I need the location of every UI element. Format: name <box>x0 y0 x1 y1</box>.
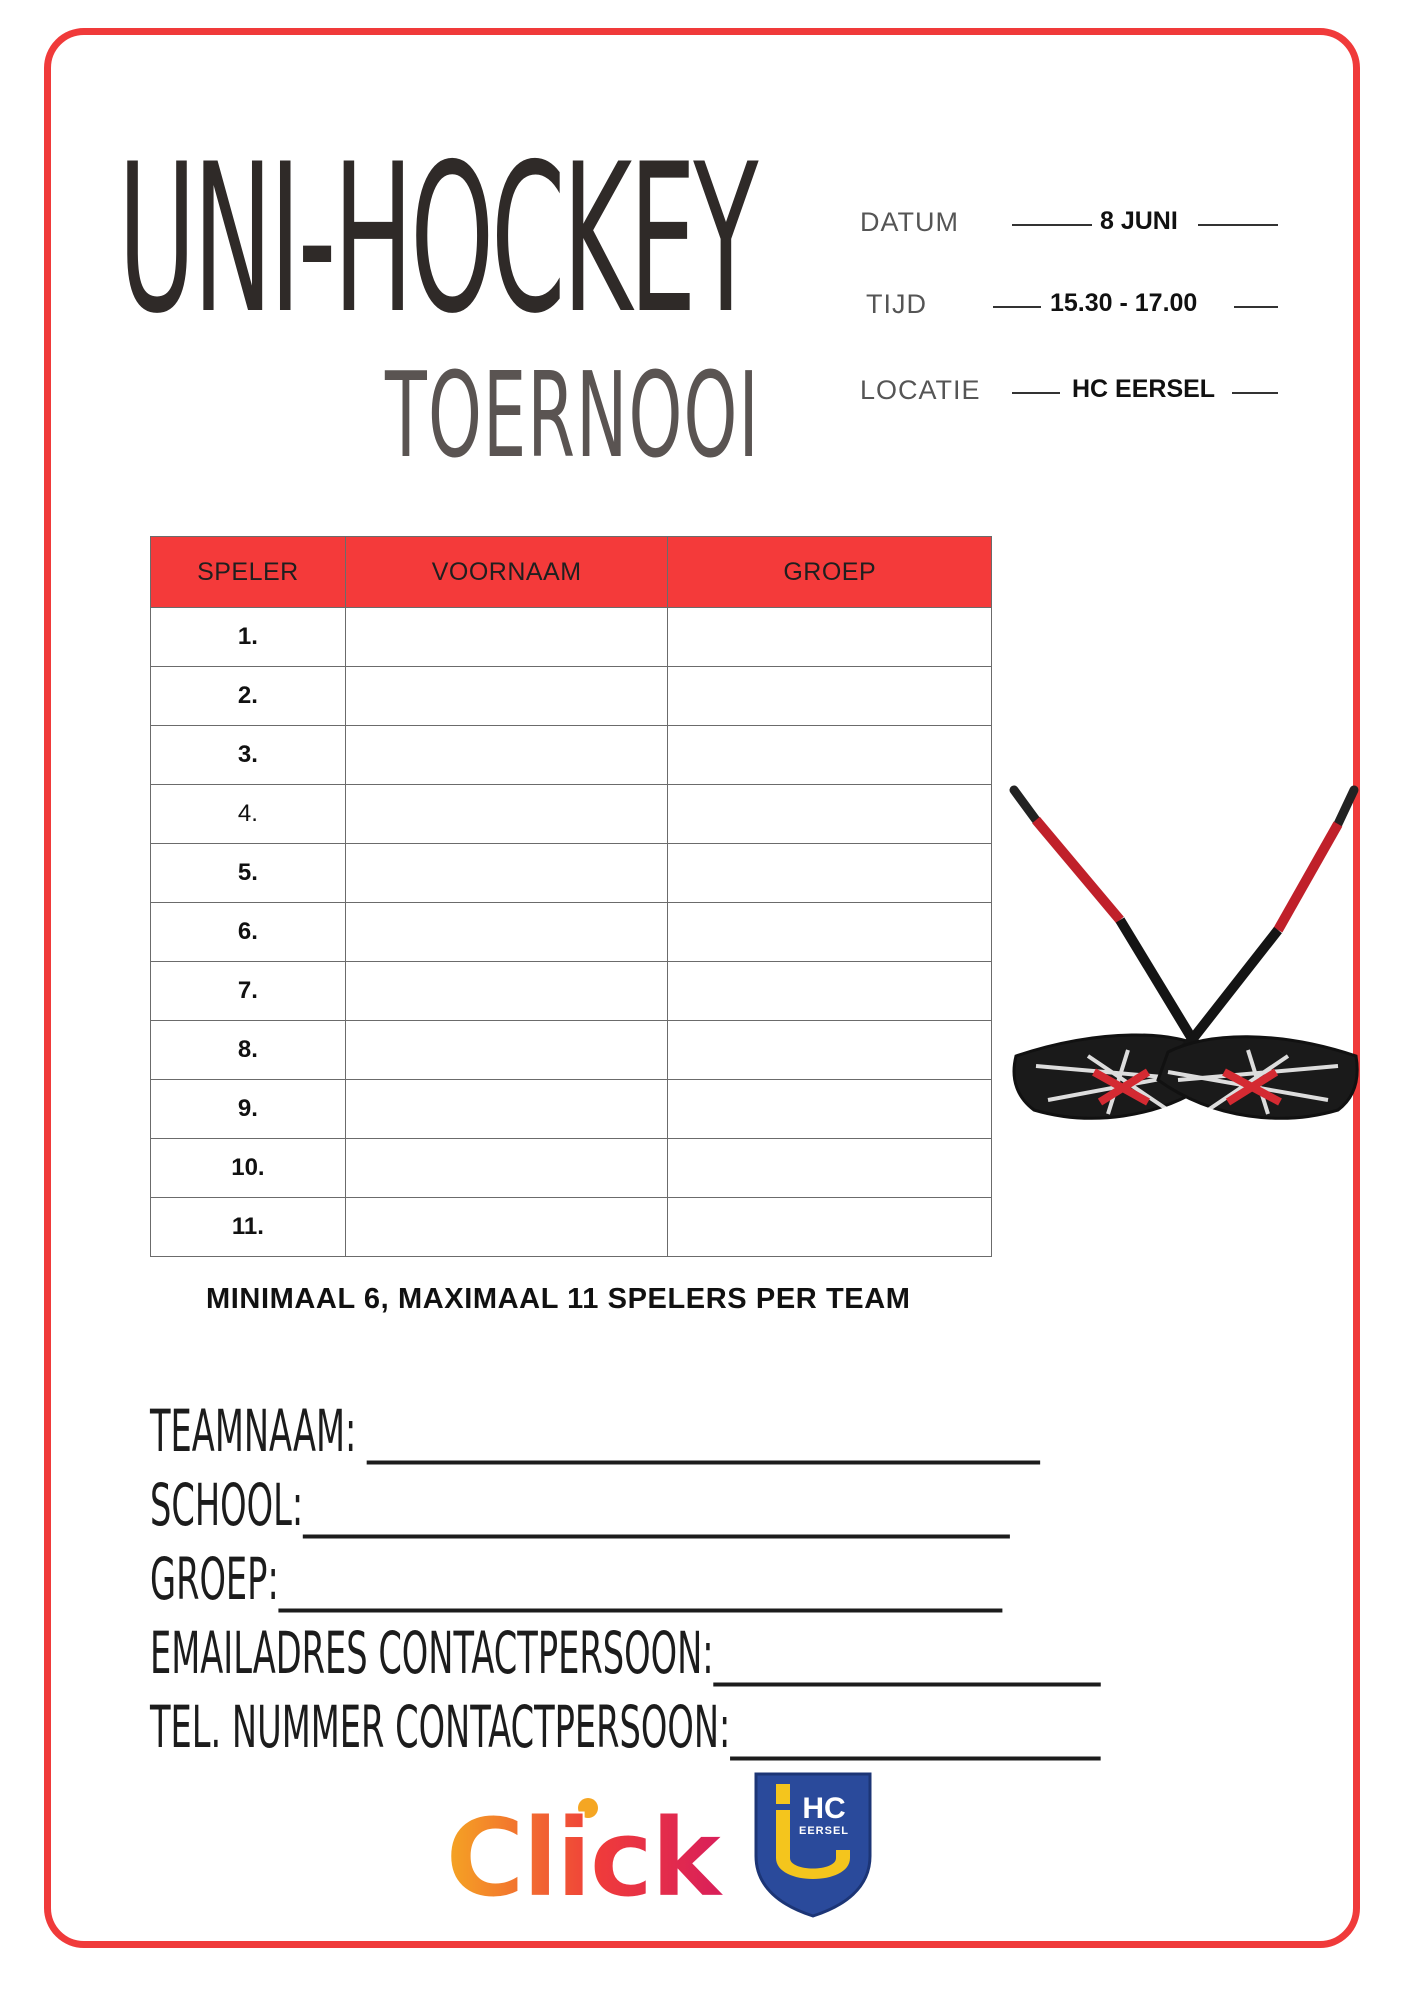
info-label: LOCATIE <box>860 375 981 405</box>
click-logo-text: Click <box>444 1794 720 1912</box>
firstname-cell[interactable] <box>345 785 668 844</box>
row-number: 5. <box>151 844 346 903</box>
group-cell[interactable] <box>668 726 992 785</box>
row-number: 2. <box>151 667 346 726</box>
form-field-school[interactable]: SCHOOL:__________________________________________ <box>150 1471 1010 1539</box>
firstname-cell[interactable] <box>345 1080 668 1139</box>
info-value: 15.30 - 17.00 <box>1050 289 1198 317</box>
col-header-firstname: VOORNAAM <box>345 537 668 608</box>
firstname-cell[interactable] <box>345 903 668 962</box>
group-cell[interactable] <box>668 903 992 962</box>
table-row <box>151 1139 992 1198</box>
table-header-row <box>151 537 992 608</box>
firstname-cell[interactable] <box>345 1021 668 1080</box>
team-size-note: MINIMAAL 6, MAXIMAAL 11 SPELERS PER TEAM <box>206 1283 911 1315</box>
row-number: 11. <box>151 1198 346 1257</box>
form-field-phone[interactable]: TEL. NUMMER CONTACTPERSOON:______________________ <box>150 1693 1101 1761</box>
row-number: 9. <box>151 1080 346 1139</box>
group-cell[interactable] <box>668 1198 992 1257</box>
form-field-group[interactable]: GROEP:___________________________________________ <box>150 1545 1003 1613</box>
table-row <box>151 903 992 962</box>
info-label: DATUM <box>860 207 959 237</box>
group-cell[interactable] <box>668 1080 992 1139</box>
click-logo <box>432 1792 732 1912</box>
firstname-cell[interactable] <box>345 1139 668 1198</box>
table-row <box>151 785 992 844</box>
hc-logo-subtext: EERSEL <box>798 1825 850 1837</box>
table-row <box>151 1198 992 1257</box>
row-number: 3. <box>151 726 346 785</box>
group-cell[interactable] <box>668 1021 992 1080</box>
group-cell[interactable] <box>668 667 992 726</box>
info-line <box>1012 224 1092 226</box>
info-line <box>1198 224 1278 226</box>
firstname-cell[interactable] <box>345 962 668 1021</box>
group-cell[interactable] <box>668 785 992 844</box>
info-time <box>860 289 1280 329</box>
table-row <box>151 726 992 785</box>
col-header-player: SPELER <box>151 537 346 608</box>
row-number: 4. <box>151 785 346 844</box>
hc-eersel-logo <box>752 1770 874 1918</box>
row-number: 10. <box>151 1139 346 1198</box>
row-number: 6. <box>151 903 346 962</box>
firstname-cell[interactable] <box>345 726 668 785</box>
row-number: 1. <box>151 608 346 667</box>
info-line <box>1232 392 1278 394</box>
table-row <box>151 1021 992 1080</box>
info-value: HC EERSEL <box>1072 375 1216 403</box>
group-cell[interactable] <box>668 608 992 667</box>
table-row <box>151 962 992 1021</box>
group-cell[interactable] <box>668 962 992 1021</box>
firstname-cell[interactable] <box>345 844 668 903</box>
hc-logo-text: HC <box>802 1792 846 1825</box>
firstname-cell[interactable] <box>345 1198 668 1257</box>
form-field-teamname[interactable]: TEAMNAAM: ________________________________________ <box>150 1397 1040 1465</box>
page-subtitle: TOERNOOI <box>385 346 760 484</box>
info-location <box>860 375 1280 415</box>
table-row <box>151 667 992 726</box>
group-cell[interactable] <box>668 1139 992 1198</box>
page-title: UNI-HOCKEY <box>118 121 756 359</box>
stick-right <box>1158 790 1357 1118</box>
firstname-cell[interactable] <box>345 608 668 667</box>
info-line <box>993 306 1041 308</box>
form-field-email[interactable]: EMAILADRES CONTACTPERSOON:_______________________ <box>150 1619 1101 1687</box>
table-row <box>151 608 992 667</box>
roster-table <box>150 536 992 1257</box>
group-cell[interactable] <box>668 844 992 903</box>
table-row <box>151 844 992 903</box>
info-line <box>1234 306 1278 308</box>
crossed-floorball-sticks-icon <box>1008 780 1360 1140</box>
info-line <box>1012 392 1060 394</box>
firstname-cell[interactable] <box>345 667 668 726</box>
row-number: 8. <box>151 1021 346 1080</box>
table-row <box>151 1080 992 1139</box>
col-header-group: GROEP <box>668 537 992 608</box>
info-date <box>860 207 1280 247</box>
info-value: 8 JUNI <box>1100 207 1178 235</box>
row-number: 7. <box>151 962 346 1021</box>
info-label: TIJD <box>866 289 927 319</box>
